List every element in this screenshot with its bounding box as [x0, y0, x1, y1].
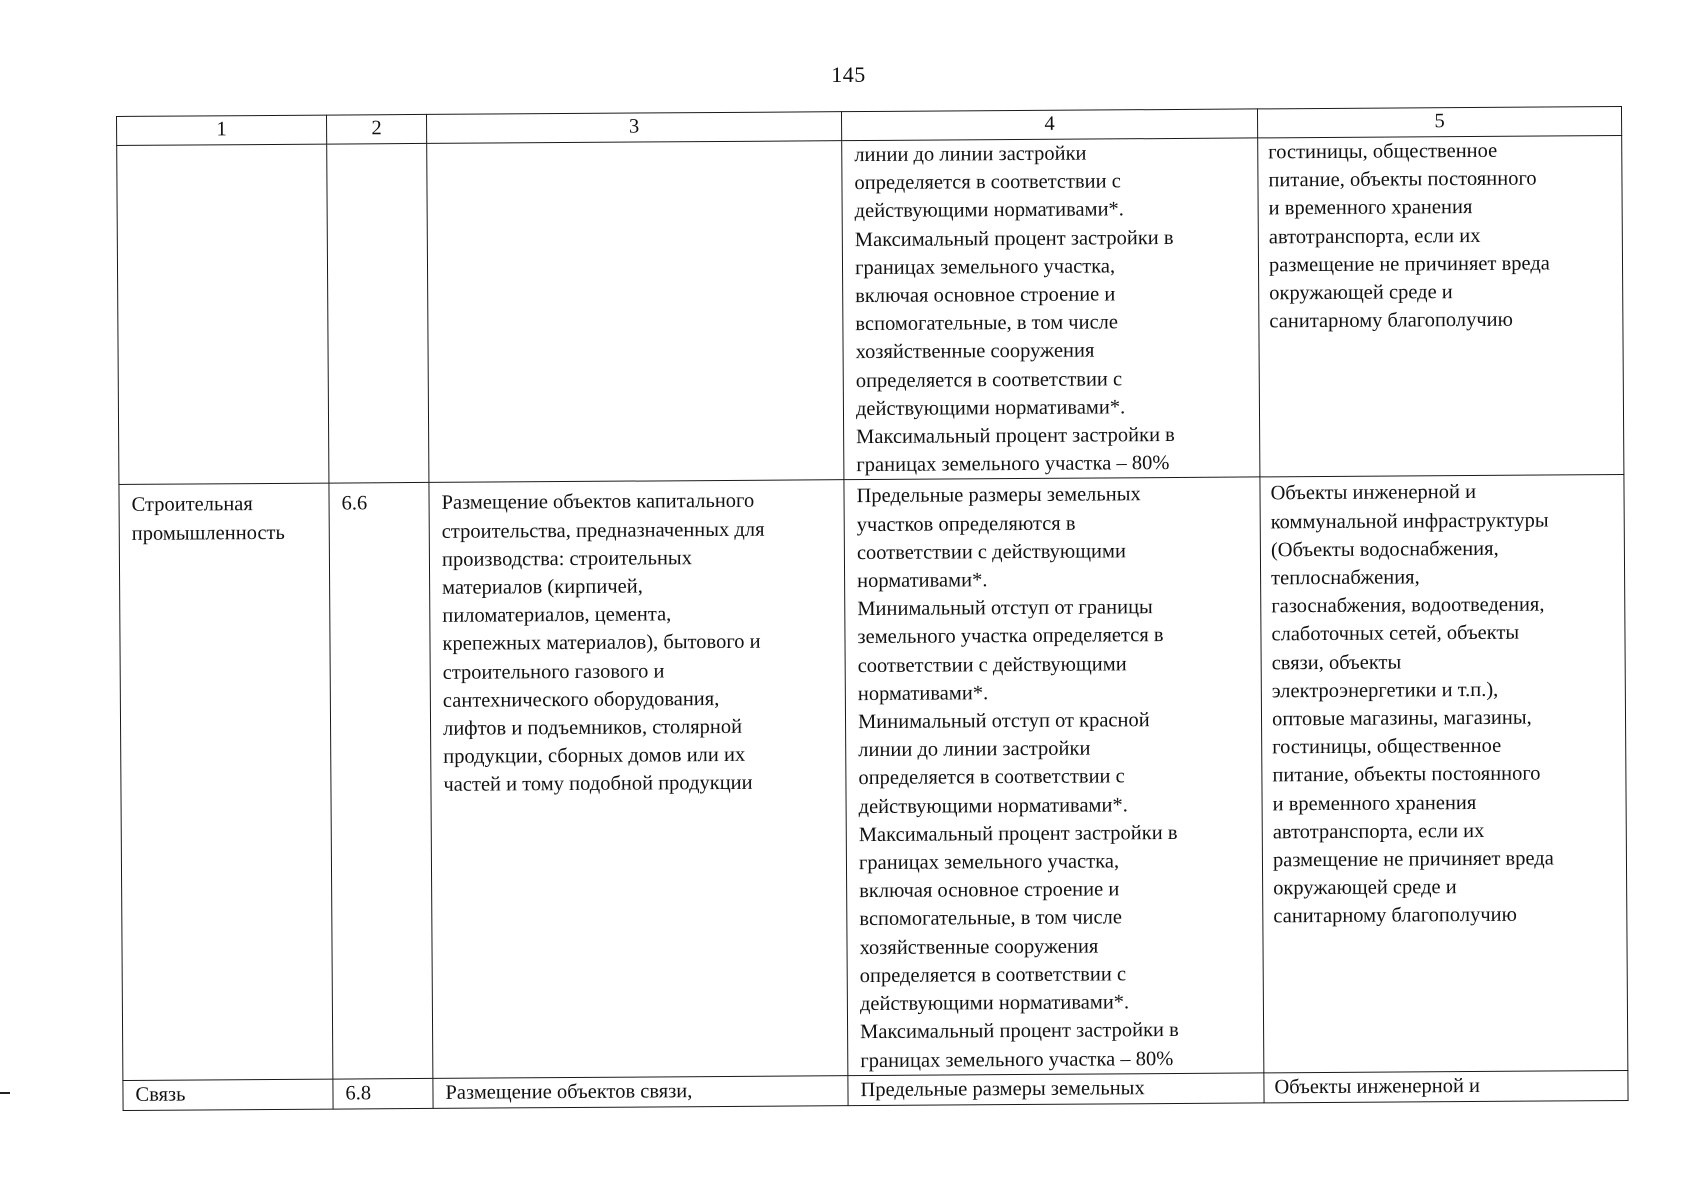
cell-text: гостиницы, общественное питание, объекты постоянного и временного хранения автотранспорта, если их размещение не причиняет вреда окружающей среде и санитарному благополучию — [1268, 139, 1550, 333]
cell-text: Объекты инженерной и коммунальной инфраструктуры (Объекты водоснабжения, теплоснабжения, газоснабжения, водоотведения, слаботочных сетей, объекты связи, объекты электроэнергетики и т.п.), оптовые магазины, магазины, гостиницы, общественное питание, объекты постоянного и временного хранения автотранспорта, если их размещение не причиняет вреда окружающей среде и санитарному благополучию — [1270, 481, 1554, 928]
cell-parameters — [844, 477, 1264, 1075]
column-header-3: 3 — [426, 112, 841, 144]
cell-auxiliary-uses — [1264, 1070, 1628, 1102]
cell-use-type — [119, 484, 333, 1081]
cell-text: Объекты инженерной и — [1274, 1074, 1481, 1099]
cell-text — [339, 144, 418, 145]
cell-text: Размещение объектов связи, — [445, 1079, 693, 1104]
cell-description — [427, 141, 844, 483]
cell-text: Строительная промышленность — [131, 493, 285, 545]
cell-text: 6.6 — [341, 492, 368, 515]
table-row — [117, 136, 1624, 485]
cell-code — [333, 1078, 433, 1109]
cell-text: 6.8 — [345, 1082, 372, 1105]
cell-parameters — [848, 1073, 1264, 1106]
cell-text: линии до линии застройки определяется в соответствии с действующими нормативами*. Максимальный процент застройки в границах земельного участка, включая основное строение и вспомогательные, в том числе хозяйственные сооружения определяется в соответствии с действующими нормативами*. Максимальный процент застройки в границах земельного участка – 80% — [854, 142, 1175, 477]
cell-code — [329, 483, 433, 1079]
zoning-table — [116, 106, 1629, 1111]
column-header-5: 5 — [1257, 107, 1621, 138]
cell-text: Предельные размеры земельных — [860, 1076, 1145, 1101]
cell-text: Размещение объектов капитального строительства, предназначенных для производства: строительных материалов (кирпичей, пиломатериалов, цемента, крепежных материалов), бытового и строительного газового и сантехнического оборудования, лифтов и подъемников, столярной продукции, сборных домов или их частей и тому подобной продукции — [441, 490, 765, 797]
page-number: 145 — [831, 62, 866, 87]
cell-auxiliary-uses — [1260, 475, 1628, 1073]
cell-text: Связь — [135, 1083, 186, 1106]
margin-tick — [0, 1092, 10, 1094]
cell-text: Предельные размеры земельных участков определяются в соответствии с действующими нормативами*. Минимальный отступ от границы земельного участка определяется в соответствии с действующими нормативами*. Минимальный отступ от красной линии до линии застройки определяется в соответствии с действующими нормативами*. Максимальный процент застройки в границах земельного участка, включая основное строение и вспомогательные, в том числе хозяйственные сооружения определяется в соответствии с действующими нормативами*. Максимальный процент застройки в границах земельного участка – 80% — [856, 483, 1179, 1072]
cell-description — [433, 1075, 848, 1108]
column-header-2: 2 — [326, 114, 426, 144]
column-header-1: 1 — [117, 115, 327, 145]
column-header-4: 4 — [841, 109, 1257, 141]
cell-use-type — [117, 144, 329, 485]
table-row — [119, 475, 1628, 1080]
cell-auxiliary-uses — [1258, 136, 1624, 478]
cell-description — [429, 480, 848, 1078]
cell-use-type — [123, 1079, 333, 1110]
cell-parameters — [842, 138, 1260, 480]
cell-text — [129, 145, 318, 146]
cell-code — [327, 143, 429, 483]
